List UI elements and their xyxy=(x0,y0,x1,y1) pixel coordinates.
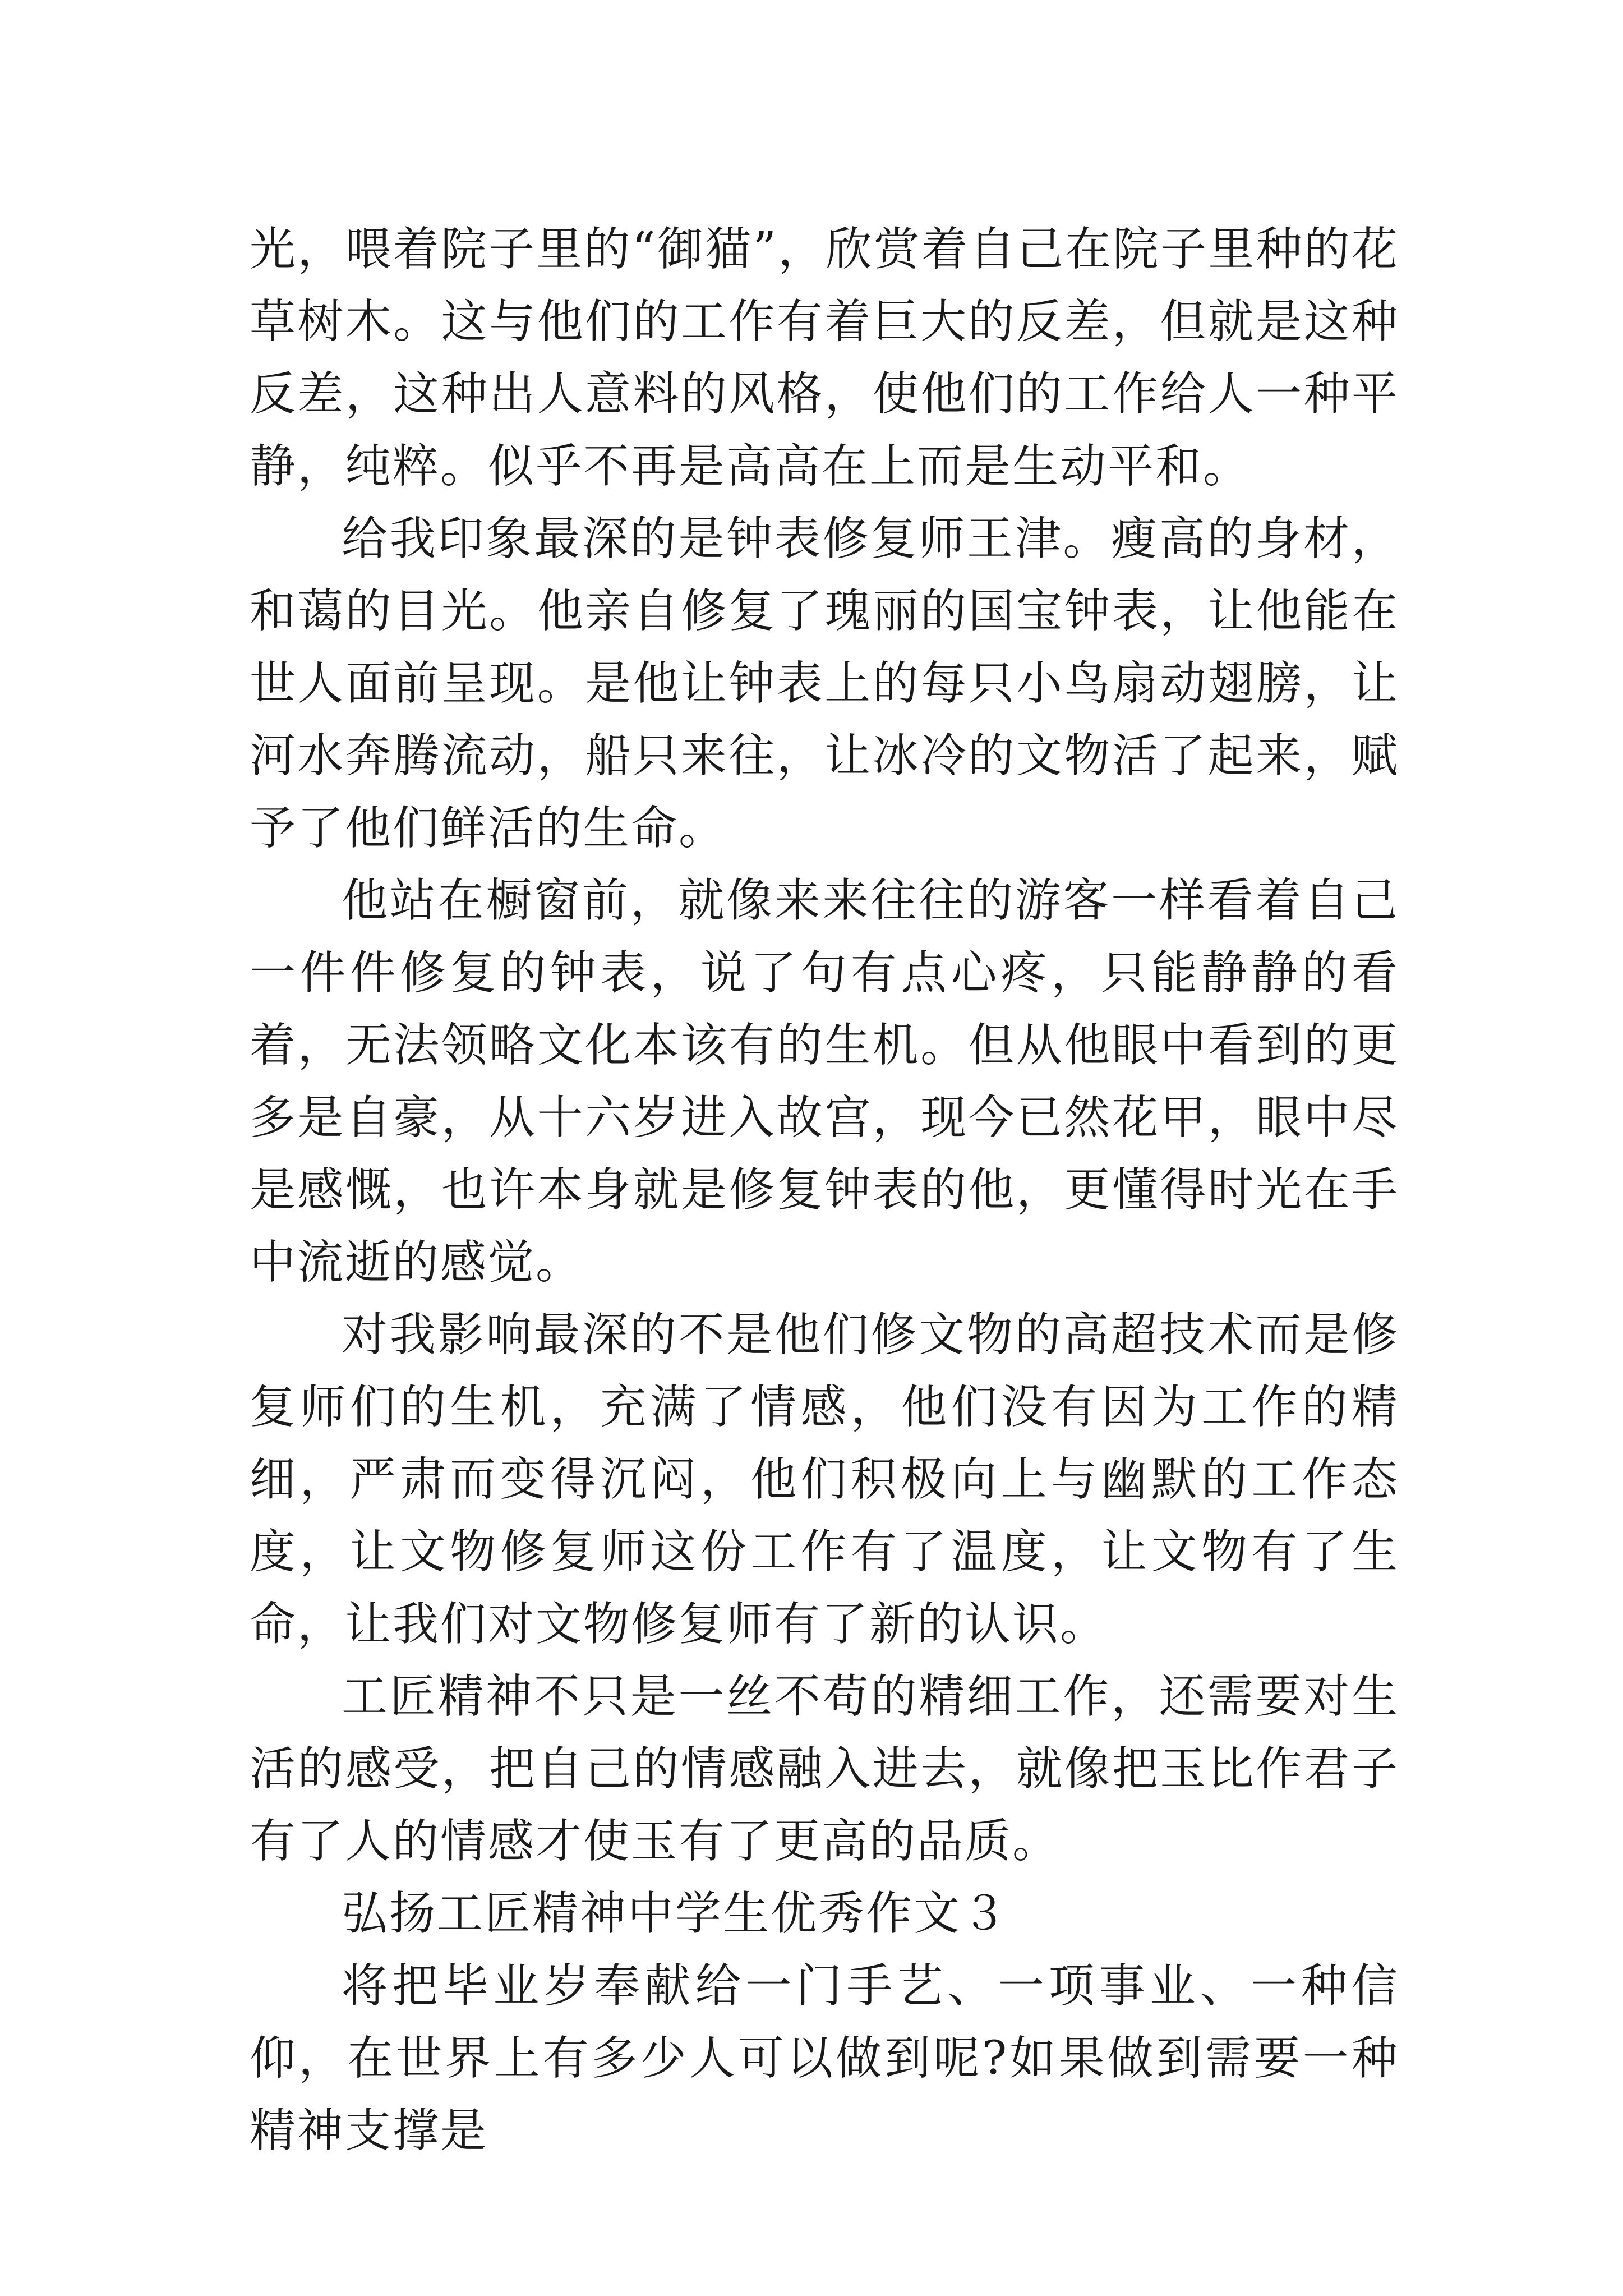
paragraph-influence: 对我影响最深的不是他们修文物的高超技术而是修复师们的生机，充满了情感，他们没有因为工作的精细，严肃而变得沉闷，他们积极向上与幽默的工作态度，让文物修复师这份工作有了温度，让文物有了生命，让我们对文物修复师有了新的认识。 xyxy=(250,1308,1399,1651)
paragraph-essay3-intro: 将把毕业岁奉献给一门手艺、一项事业、一种信仰，在世界上有多少人可以做到呢?如果做到需要一种精神支撑是 xyxy=(250,1959,1399,2157)
paragraph-wang-jin: 给我印象最深的是钟表修复师王津。瘦高的身材，和蔼的目光。他亲自修复了瑰丽的国宝钟表，让他能在世人面前呈现。是他让钟表上的每只小鸟扇动翅膀，让河水奔腾流动，船只来往，让冰冷的文物活了起来，赋予了他们鲜活的生命。 xyxy=(250,512,1399,855)
paragraph-showcase: 他站在橱窗前，就像来来往往的游客一样看着自己一件件修复的钟表，说了句有点心疼，只能静静的看着，无法领略文化本该有的生机。但从他眼中看到的更多是自豪，从十六岁进入故宫，现今已然花甲，眼中尽是感慨，也许本身就是修复钟表的他，更懂得时光在手中流逝的感觉。 xyxy=(250,874,1399,1289)
paragraph-craftsman-spirit: 工匠精神不只是一丝不苟的精细工作，还需要对生活的感受，把自己的情感融入进去，就像把玉比作君子有了人的情感才使玉有了更高的品质。 xyxy=(250,1670,1399,1868)
essay-heading: 弘扬工匠精神中学生优秀作文３ xyxy=(342,1887,1009,1940)
paragraph-continuation: 光，喂着院子里的“御猫”，欣赏着自己在院子里种的花草树木。这与他们的工作有着巨大的反差，但就是这种反差，这种出人意料的风格，使他们的工作给人一种平静，纯粹。似乎不再是高高在上而是生动平和。 xyxy=(250,223,1399,493)
article-body xyxy=(250,213,1399,2167)
